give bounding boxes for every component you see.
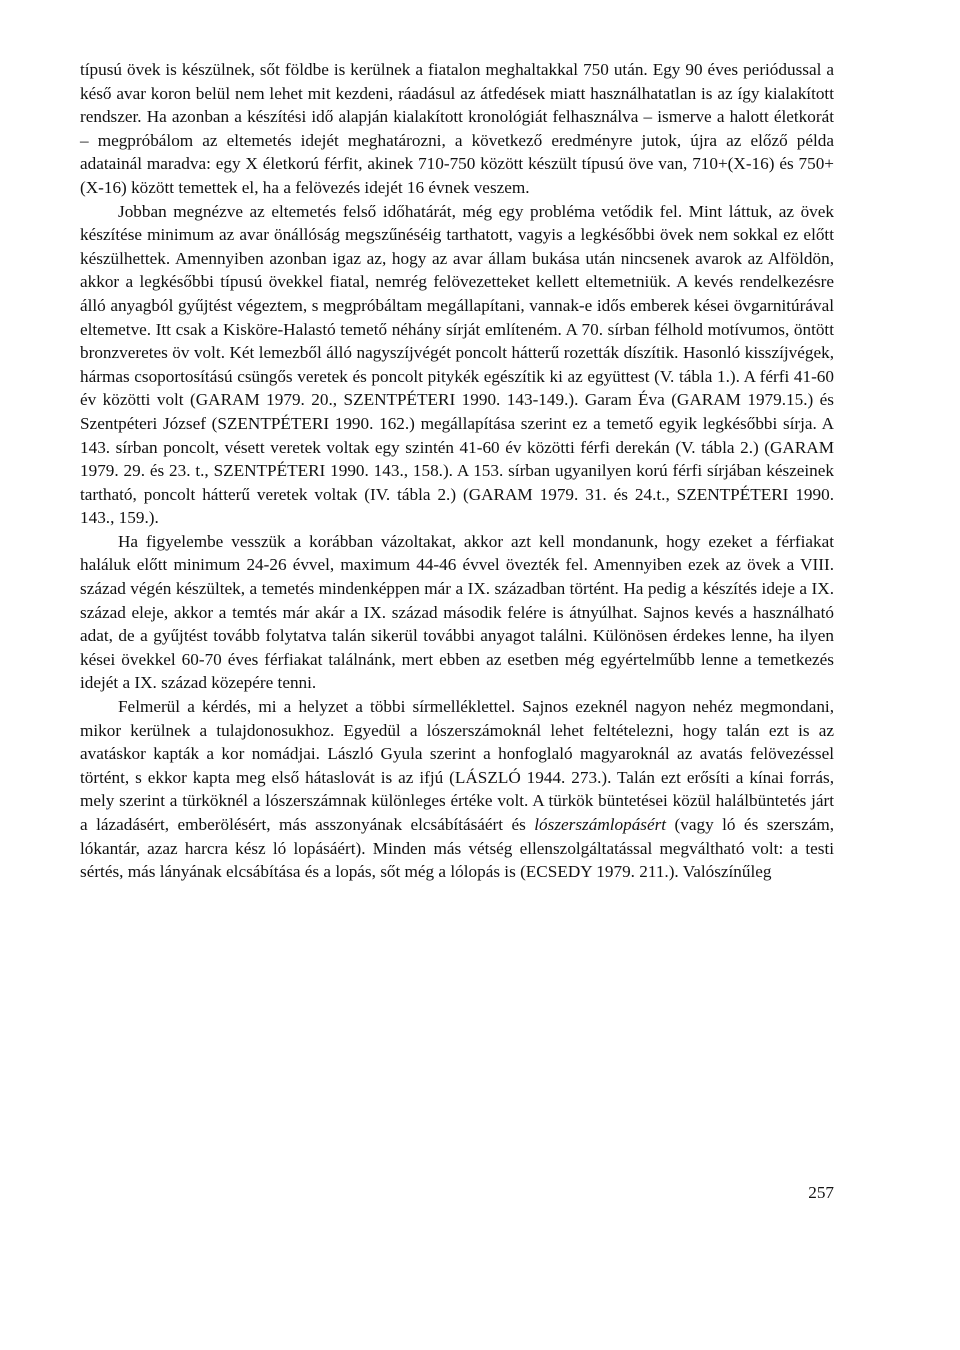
paragraph-1 <box>80 58 834 200</box>
page-body <box>80 58 834 884</box>
paragraph-2-text: Jobban megnézve az eltemetés felső időhatárát, még egy probléma vetődik fel. Mint láttuk, az övek készítése minimum az avar önállóság megszűnéséig tarthatott, vagyis a legkésőbbi övek nem sokkal ez előtt készülhettek. Amennyiben azonban igaz az, hogy az avar állam bukása után nincsenek avarok az Alföldön, akkor a legkésőbbi típusú övekkel fiatal, nemrég felövezetteket kellett eltemetniük. A kevés rendelkezésre álló anyagból gyűjtést végeztem, s megpróbáltam megállapítani, vannak-e idős emberek kései övgarnitúrával eltemetve. Itt csak a Kisköre-Halastó temető néhány sírját említeném. A 70. sírban félhold motívumos, öntött bronzveretes öv volt. Két lemezből álló nagyszíjvégét poncolt hátterű rozetták díszítik. Hasonló kisszíjvégek, hármas csoportosítású csüngős veretek és poncolt pitykék egészítik ki az együttest (V. tábla 1.). A férfi 41-60 év közötti volt (GARAM 1979. 20., SZENTPÉTERI 1990. 143-149.). Garam Éva (GARAM 1979.15.) és Szentpéteri József (SZENTPÉTERI 1990. 162.) megállapítása szerint ez a temető egyik legkésőbbi sírja. A 143. sírban poncolt, vésett veretek voltak egy szintén 41-60 év közötti férfi derekán (V. tábla 2.) (GARAM 1979. 29. és 23. t., SZENTPÉTERI 1990. 143., 158.). A 153. sírban ugyanilyen korú férfi sírjában készeinek tartható, poncolt hátterű veretek voltak (IV. tábla 2.) (GARAM 1979. 31. és 24.t., SZENTPÉTERI 1990. 143., 159.). <box>80 201 834 528</box>
paragraph-2 <box>80 200 834 530</box>
paragraph-4-text-b: (vagy ló és szerszám, lókantár, azaz harcra kész ló lopásáért). Minden más vétség ellenszolgáltatással megváltható volt: a testi sértés, más lányának elcsábítása és a lopás, sőt még a lólopás is (ECSEDY 1979. 211.). Valószínűleg <box>80 815 834 882</box>
paragraph-3 <box>80 530 834 695</box>
paragraph-4-text-a: Felmerül a kérdés, mi a helyzet a többi sírmelléklettel. Sajnos ezeknél nagyon nehéz megmondani, mikor kerülnek a tulajdonosukhoz. Egyedül a lószerszámoknál lehet feltételezni, hogy talán ezt is az avatáskor kapták a kor nomádjai. László Gyula szerint a honfoglaló magyaroknál az avatás felövezéssel történt, s ekkor kapta meg első hátaslovát is az ifjú (LÁSZLÓ 1944. 273.). Talán ezt erősíti a kínai forrás, mely szerint a türköknél a lószerszámnak különleges értéke volt. A türkök büntetései közül halálbüntetés járt a lázadásért, emberölésért, más asszonyának elcsábításáért és <box>80 697 834 834</box>
paragraph-4 <box>80 695 834 884</box>
paragraph-3-text: Ha figyelembe vesszük a korábban vázoltakat, akkor azt kell mondanunk, hogy ezeket a férfiakat haláluk előtt minimum 24-26 évvel, maximum 44-46 évvel övezték fel. Amennyiben ezek az övek a VIII. század végén készültek, a temetés mindenképpen már a IX. században történt. Ha pedig a készítés ideje a IX. század eleje, akkor a temtés már akár a IX. század második felére is átnyúlhat. Sajnos kevés a használható adat, de a gyűjtést tovább folytatva talán sikerül további anyagot találni. Különösen érdekes lenne, ha ilyen kései övekkel 60-70 éves férfiakat találnánk, mert ebben az esetben még egyértelműbb lenne a temetkezés idejét a IX. század közepére tenni. <box>80 531 834 693</box>
paragraph-4-italic-term: lószerszámlopásért <box>534 815 667 834</box>
page-number: 257 <box>808 1183 834 1202</box>
paragraph-1-text: típusú övek is készülnek, sőt földbe is kerülnek a fiatalon meghaltakkal 750 után. Egy 90 éves periódussal a késő avar koron belül nem lehet mit kezdeni, ráadásul az átfedések miatt használhatatlan is az így kialakított rendszer. Ha azonban a készítési idő alapján kialakított kronológiát felhasználva – ismerve a halott életkorát – megpróbálom az eltemetés idejét meghatározni, a következő eredményre jutok, újra az előző példa adatainál maradva: egy X életkorú férfit, akinek 710-750 között készült típusú öve van, 710+(X-16) és 750+(X-16) között temettek el, ha a felövezés idejét 16 évnek veszem. <box>80 60 834 197</box>
